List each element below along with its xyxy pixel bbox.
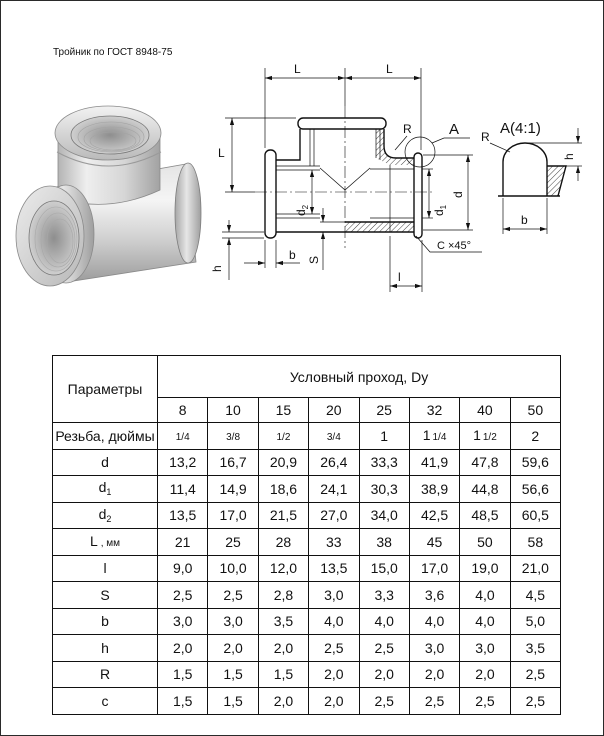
table-cell: 11,4 xyxy=(158,476,208,503)
thread-frac: 3/4 xyxy=(326,432,341,444)
thread-frac: 1/4 xyxy=(432,432,447,444)
table-cell: 3,0 xyxy=(460,635,510,662)
table-cell: 2,8 xyxy=(258,582,308,609)
nominal-bore-value: 50 xyxy=(510,398,560,423)
table-cell: 13,5 xyxy=(158,502,208,529)
detail-title: A(4:1) xyxy=(500,120,541,137)
table-cell: 45 xyxy=(409,529,459,556)
row-label xyxy=(53,529,158,556)
table-cell: 4,0 xyxy=(309,608,359,635)
table-cell xyxy=(359,423,409,450)
table-cell: 28 xyxy=(258,529,308,556)
table-cell: 24,1 xyxy=(309,476,359,503)
table-cell: 3,0 xyxy=(208,608,258,635)
nominal-bore-value: 40 xyxy=(460,398,510,423)
table-cell: 2,5 xyxy=(158,582,208,609)
table-row xyxy=(53,555,561,582)
thread-whole: 1 xyxy=(473,427,481,444)
dim-S: S xyxy=(307,255,321,264)
row-label-main: l xyxy=(103,560,107,577)
sheet-title: Тройник по ГОСТ 8948-75 xyxy=(53,47,173,58)
table-cell: 4,0 xyxy=(460,582,510,609)
table-row xyxy=(53,688,561,715)
row-label xyxy=(53,476,158,503)
table-cell: 1,5 xyxy=(158,688,208,715)
thread-whole: 2 xyxy=(531,427,540,444)
thread-frac: 3/8 xyxy=(226,432,241,444)
table-cell: 34,0 xyxy=(359,502,409,529)
thread-frac: 1/4 xyxy=(175,432,190,444)
table-cell: 4,5 xyxy=(510,582,560,609)
tee-3d-render xyxy=(16,106,201,286)
table-cell: 2,0 xyxy=(258,635,308,662)
table-cell: 10,0 xyxy=(208,555,258,582)
table-cell: 25 xyxy=(208,529,258,556)
table-cell: 2,0 xyxy=(309,688,359,715)
nominal-bore-value: 15 xyxy=(258,398,308,423)
table-cell xyxy=(208,423,258,450)
table-cell: 44,8 xyxy=(460,476,510,503)
table-cell: 2,5 xyxy=(359,688,409,715)
thread-whole: 1 xyxy=(422,427,431,444)
dim-d2-main: d xyxy=(294,209,308,216)
table-row xyxy=(53,423,561,450)
table-cell: 41,9 xyxy=(409,449,459,476)
table-cell: 3,3 xyxy=(359,582,409,609)
table-cell: 17,0 xyxy=(409,555,459,582)
table-cell: 9,0 xyxy=(158,555,208,582)
table-cell: 5,0 xyxy=(510,608,560,635)
table-cell: 18,6 xyxy=(258,476,308,503)
table-cell: 3,0 xyxy=(309,582,359,609)
table-cell: 47,8 xyxy=(460,449,510,476)
dim-d1-main: d xyxy=(432,209,446,216)
table-cell: 38,9 xyxy=(409,476,459,503)
table-cell: 2,0 xyxy=(460,661,510,688)
table-cell: 3,6 xyxy=(409,582,459,609)
table-cell: 2,5 xyxy=(460,688,510,715)
table-cell: 27,0 xyxy=(309,502,359,529)
section-drawing xyxy=(210,62,482,292)
dim-d1-sub: 1 xyxy=(439,204,448,210)
table-row xyxy=(53,529,561,556)
dim-l: l xyxy=(398,270,401,284)
table-cell: 26,4 xyxy=(309,449,359,476)
thread-frac: 1/2 xyxy=(276,432,291,444)
table-cell: 21,0 xyxy=(510,555,560,582)
table-cell: 2,5 xyxy=(359,635,409,662)
detail-h-label: h xyxy=(562,153,576,160)
table-cell: 2,0 xyxy=(309,661,359,688)
table-cell: 21,5 xyxy=(258,502,308,529)
dim-L-top-right: L xyxy=(386,62,393,76)
table-cell: 58 xyxy=(510,529,560,556)
table-cell: 1,5 xyxy=(158,661,208,688)
table-cell: 1,5 xyxy=(208,688,258,715)
dim-d2-sub: 2 xyxy=(301,204,310,210)
table-cell: 2,0 xyxy=(359,661,409,688)
dim-L-top-left: L xyxy=(294,62,301,76)
row-label-main: d xyxy=(101,454,109,471)
table-cell: 60,5 xyxy=(510,502,560,529)
table-cell: 48,5 xyxy=(460,502,510,529)
row-label xyxy=(53,688,158,715)
table-cell xyxy=(309,423,359,450)
table-cell: 2,0 xyxy=(409,661,459,688)
table-cell xyxy=(409,423,459,450)
nominal-bore-value: 10 xyxy=(208,398,258,423)
table-cell: 33,3 xyxy=(359,449,409,476)
table-cell: 2,5 xyxy=(309,635,359,662)
dim-L-side: L xyxy=(218,146,225,160)
table-cell: 13,5 xyxy=(309,555,359,582)
row-label-main: Резьба, дюймы xyxy=(55,427,155,444)
table-row xyxy=(53,635,561,662)
dim-b: b xyxy=(289,248,296,262)
table-row xyxy=(53,661,561,688)
row-label-main: R xyxy=(99,666,111,683)
table-cell xyxy=(460,423,510,450)
table-cell: 30,3 xyxy=(359,476,409,503)
table-cell: 56,6 xyxy=(510,476,560,503)
table-cell: 50 xyxy=(460,529,510,556)
row-label-main: d xyxy=(98,479,107,496)
row-label-sub: 1 xyxy=(106,487,112,498)
nominal-bore-value: 32 xyxy=(409,398,459,423)
table-cell: 3,5 xyxy=(510,635,560,662)
drawing-area xyxy=(0,0,604,340)
row-label-main: b xyxy=(101,613,109,630)
table-cell: 1,5 xyxy=(258,661,308,688)
table-row xyxy=(53,608,561,635)
dim-d: d xyxy=(451,191,465,198)
table-cell: 3,5 xyxy=(258,608,308,635)
table-cell: 12,0 xyxy=(258,555,308,582)
table-cell: 15,0 xyxy=(359,555,409,582)
table-cell: 20,9 xyxy=(258,449,308,476)
row-label-main: L xyxy=(89,533,98,550)
table-cell: 4,0 xyxy=(460,608,510,635)
row-label xyxy=(53,502,158,529)
spec-table xyxy=(52,355,561,715)
nominal-bore-header: Условный проход, Dy xyxy=(158,356,561,398)
table-cell: 33 xyxy=(309,529,359,556)
table-cell: 3,0 xyxy=(158,608,208,635)
table-cell: 2,5 xyxy=(510,688,560,715)
nominal-bore-value: 20 xyxy=(309,398,359,423)
detail-callout-label: A xyxy=(449,121,460,138)
dim-h: h xyxy=(210,265,224,272)
table-cell: 14,9 xyxy=(208,476,258,503)
table-cell: 3,0 xyxy=(409,635,459,662)
row-label-main: h xyxy=(101,639,109,656)
thread-whole: 1 xyxy=(380,427,389,444)
table-cell: 4,0 xyxy=(359,608,409,635)
row-label xyxy=(53,423,158,450)
detail-R-label: R xyxy=(481,130,490,144)
row-label xyxy=(53,608,158,635)
chamfer-label: C ×45° xyxy=(437,240,472,252)
table-cell: 1,5 xyxy=(208,661,258,688)
table-cell: 2,0 xyxy=(258,688,308,715)
table-cell: 16,7 xyxy=(208,449,258,476)
row-label xyxy=(53,661,158,688)
detail-b-label: b xyxy=(521,213,528,227)
row-label-main: c xyxy=(101,692,109,709)
table-cell: 2,5 xyxy=(409,688,459,715)
table-row xyxy=(53,449,561,476)
table-cell: 59,6 xyxy=(510,449,560,476)
detail-a-drawing xyxy=(481,120,582,234)
table-cell xyxy=(258,423,308,450)
table-cell: 19,0 xyxy=(460,555,510,582)
row-label xyxy=(53,555,158,582)
table-cell: 2,0 xyxy=(208,635,258,662)
table-cell xyxy=(510,423,560,450)
table-cell: 38 xyxy=(359,529,409,556)
thread-frac: 1/2 xyxy=(482,432,497,444)
table-cell: 42,5 xyxy=(409,502,459,529)
row-label-sub: 2 xyxy=(106,513,112,524)
row-label xyxy=(53,449,158,476)
table-cell: 21 xyxy=(158,529,208,556)
table-row xyxy=(53,476,561,503)
table-cell: 17,0 xyxy=(208,502,258,529)
row-label-suffix: , мм xyxy=(100,538,121,550)
table-row xyxy=(53,582,561,609)
nominal-bore-value: 8 xyxy=(158,398,208,423)
dim-d2 xyxy=(294,204,310,216)
table-cell xyxy=(158,423,208,450)
fillet-R-label: R xyxy=(403,122,412,136)
row-label xyxy=(53,582,158,609)
table-cell: 4,0 xyxy=(409,608,459,635)
table-row xyxy=(53,502,561,529)
table-header-row xyxy=(53,356,561,398)
nominal-bore-value: 25 xyxy=(359,398,409,423)
table-cell: 2,5 xyxy=(208,582,258,609)
table-cell: 13,2 xyxy=(158,449,208,476)
dim-d1 xyxy=(432,204,448,216)
parameters-header: Параметры xyxy=(53,356,158,423)
table-cell: 2,5 xyxy=(510,661,560,688)
row-label-main: d xyxy=(98,505,107,522)
row-label-main: S xyxy=(100,586,110,603)
row-label xyxy=(53,635,158,662)
table-cell: 2,0 xyxy=(158,635,208,662)
